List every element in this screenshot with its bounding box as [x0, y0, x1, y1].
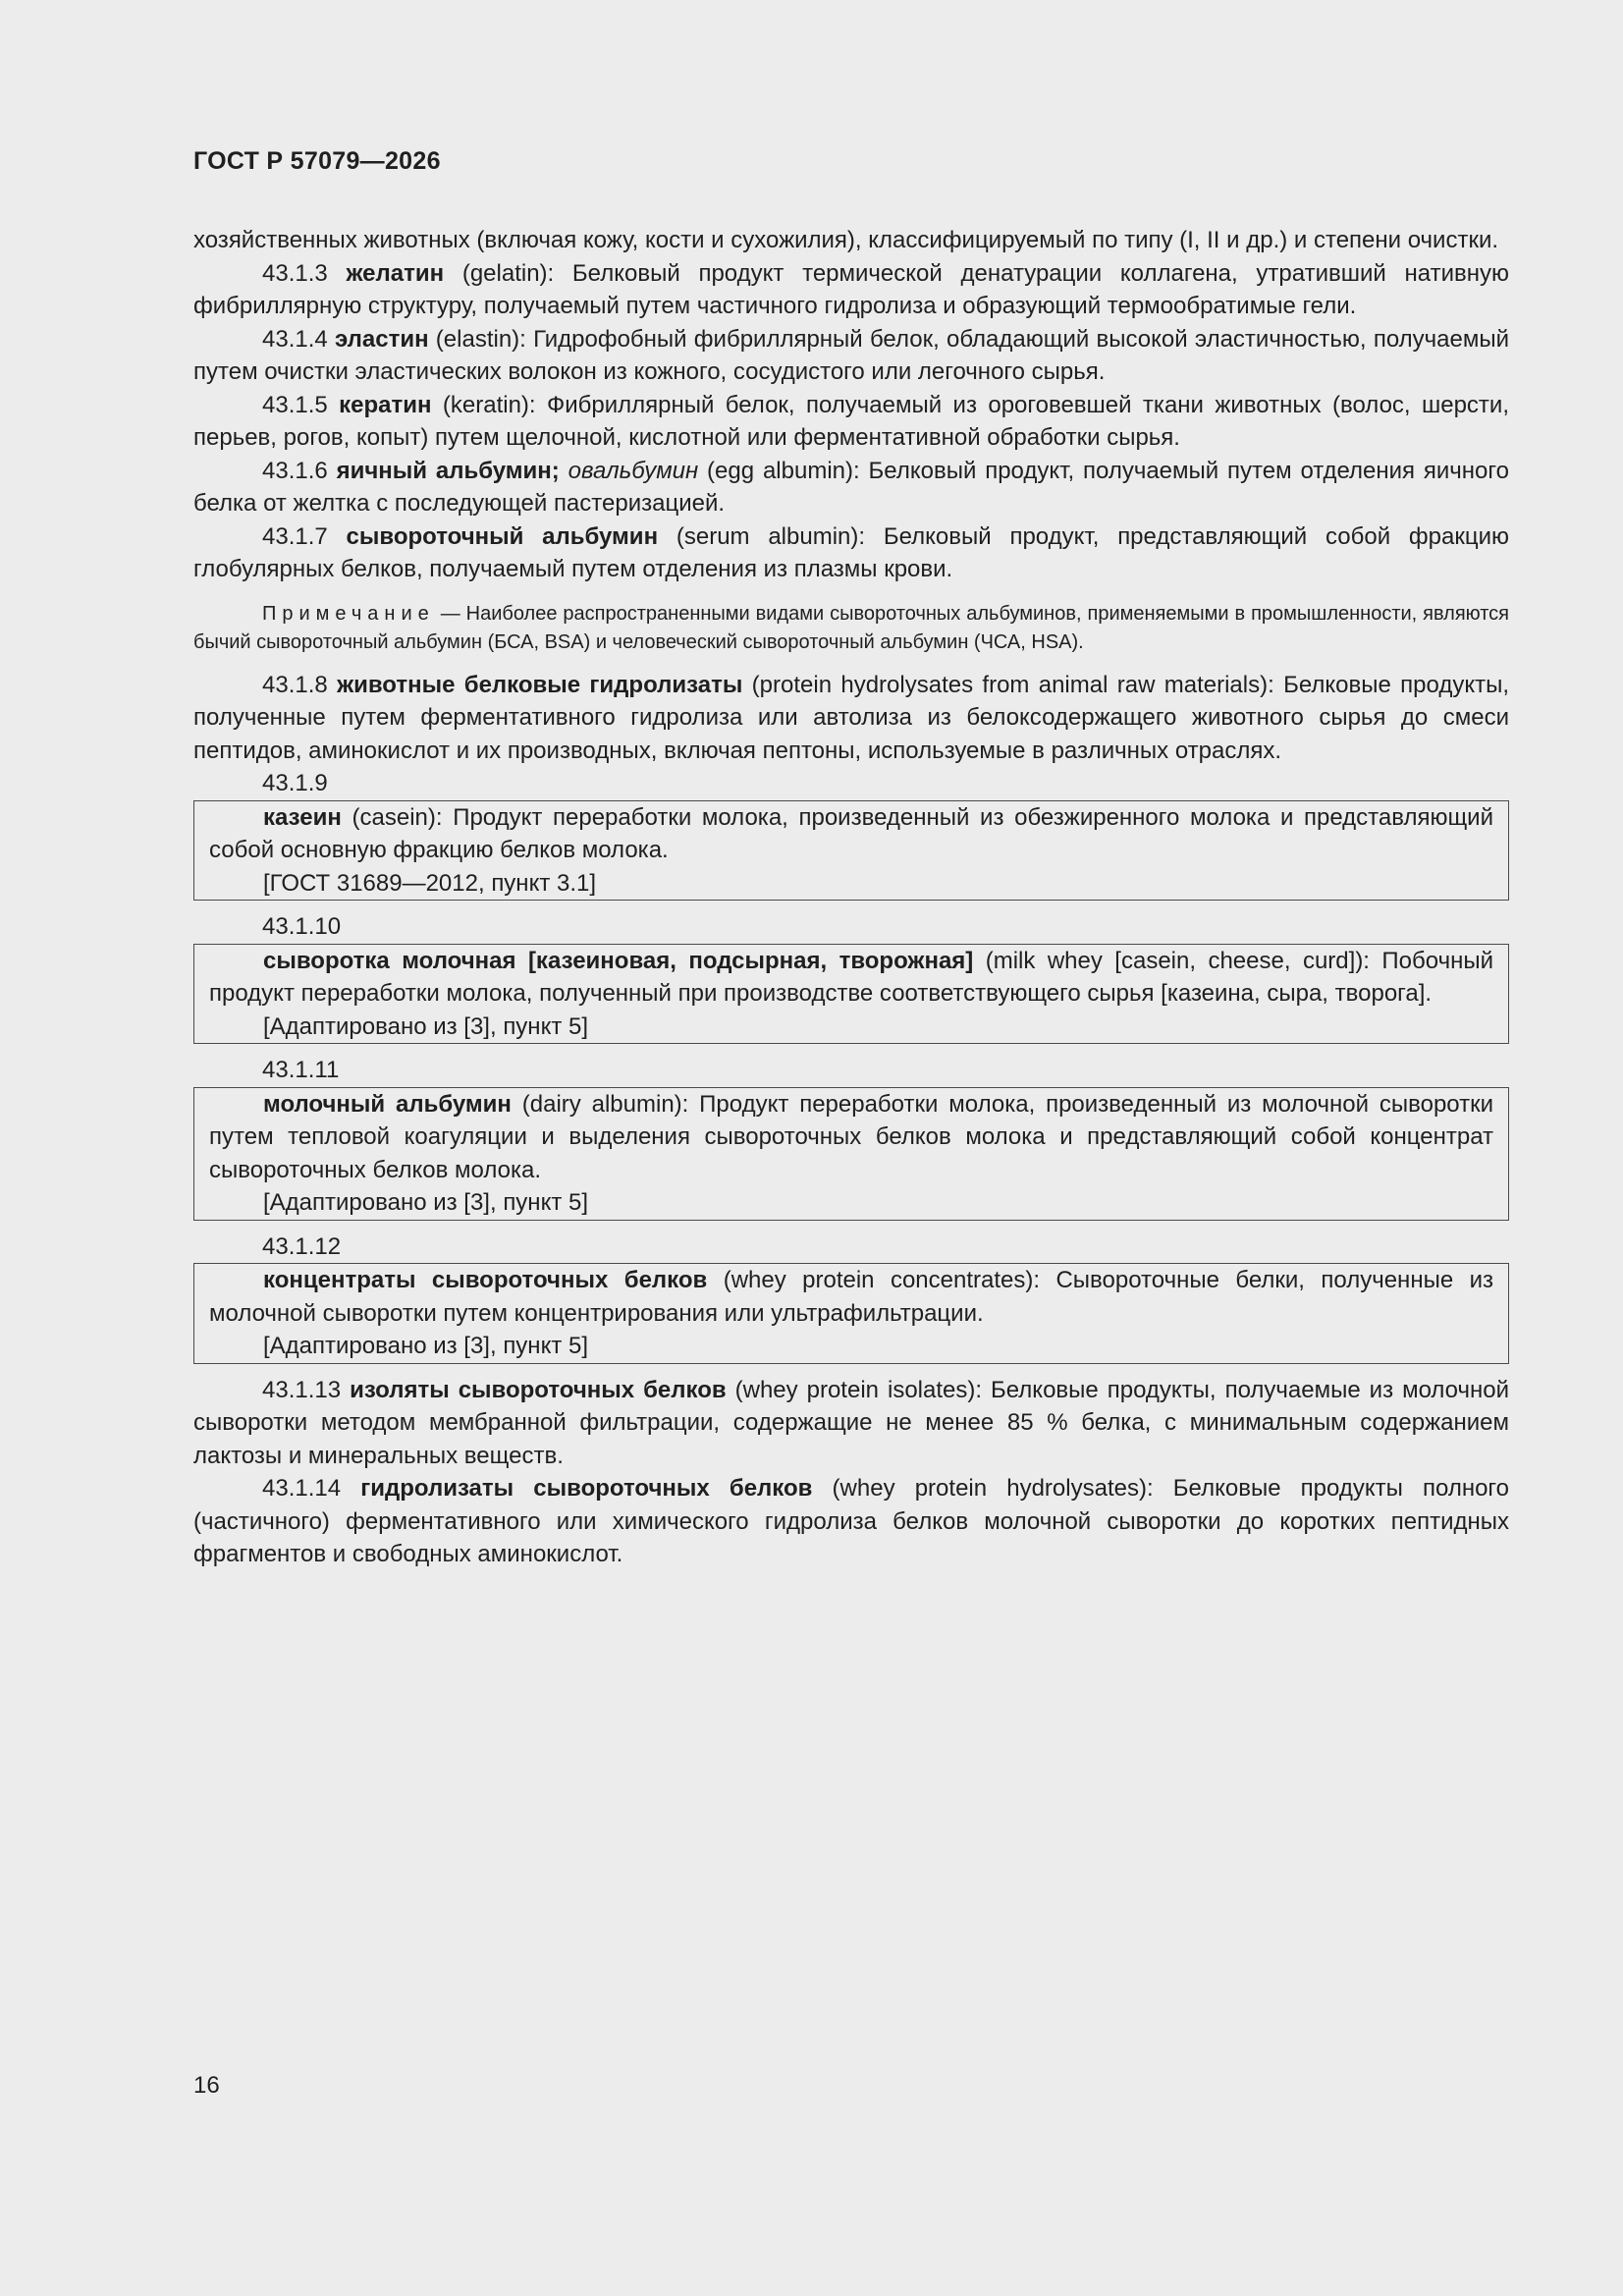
entry-number-43-1-10: 43.1.10	[262, 913, 342, 940]
entry-term: концентраты сывороточных белков	[263, 1267, 708, 1293]
entry-43-1-8	[193, 669, 1509, 768]
document-code-header: ГОСТ Р 57079—2026	[193, 147, 441, 175]
source-reference: [ГОСТ 31689—2012, пункт 3.1]	[263, 869, 597, 897]
entry-term: эластин	[334, 325, 429, 353]
entry-number: 43.1.14	[262, 1475, 342, 1502]
entry-number: 43.1.3	[262, 259, 328, 287]
boxed-entry-43-1-10	[193, 944, 1509, 1045]
boxed-entry-43-1-12	[193, 1263, 1509, 1364]
entry-term: казеин	[263, 803, 342, 831]
entry-number: 43.1.6	[262, 457, 328, 484]
entry-definition: (casein): Продукт переработки молока, произведенный из обезжиренного молока и представляющий собой основную фракцию белков молока.	[209, 803, 1493, 863]
boxed-definition	[209, 801, 1493, 867]
entry-term: молочный альбумин	[263, 1090, 512, 1118]
note-label: Примечание	[262, 602, 435, 625]
entry-definition: (dairy albumin): Продукт переработки молока, произведенный из молочной сыворотки путем тепловой коагуляции и выделения сывороточных белков молока и представляющий собой концентрат сывороточных белков молока.	[209, 1090, 1494, 1183]
note-paragraph	[193, 600, 1509, 657]
entry-definition: (elastin): Гидрофобный фибриллярный белок, обладающий высокой эластичностью, получаемый путем очистки эластических волокон из кожного, сосудистого или легочного сырья.	[193, 325, 1510, 385]
entry-definition: (milk whey [casein, cheese, curd]): Побочный продукт переработки молока, полученный при производстве соответствующего сырья [казеина, сыра, творога].	[209, 947, 1494, 1007]
boxed-definition	[209, 1088, 1493, 1187]
page-number: 16	[193, 2072, 220, 2099]
entry-term: изоляты сывороточных белков	[350, 1376, 727, 1403]
boxed-entry-43-1-11	[193, 1087, 1509, 1221]
entry-definition: (egg albumin): Белковый продукт, получаемый путем отделения яичного белка от желтка с последующей пастеризацией.	[193, 457, 1509, 517]
boxed-definition	[209, 1264, 1493, 1330]
entry-term: яичный альбумин;	[336, 457, 560, 484]
source-reference: [Адаптировано из [3], пункт 5]	[263, 1333, 589, 1359]
entry-synonym: овальбумин	[568, 457, 699, 484]
entry-number-43-1-11: 43.1.11	[262, 1057, 340, 1083]
entry-definition: (whey protein isolates): Белковые продукты, получаемые из молочной сыворотки методом мембранной фильтрации, содержащие не менее 85 % белка, с минимальным содержанием лактозы и минеральных веществ.	[193, 1376, 1509, 1469]
entry-number-43-1-9: 43.1.9	[262, 770, 328, 796]
entry-number: 43.1.5	[262, 391, 328, 418]
entry-term: гидролизаты сывороточных белков	[360, 1475, 813, 1502]
entry-definition: (serum albumin): Белковый продукт, представляющий собой фракцию глобулярных белков, получаемый путем отделения из плазмы крови.	[193, 522, 1509, 582]
entry-43-1-7	[193, 520, 1509, 586]
entry-number: 43.1.4	[262, 325, 328, 353]
note-text: — Наиболее распространенными видами сывороточных альбуминов, применяемыми в промышленности, являются бычий сывороточный альбумин (БСА, BSA) и человеческий сывороточный альбумин (ЧСА, HSA).	[193, 602, 1509, 653]
entry-term: кератин	[339, 391, 432, 418]
source-reference: [Адаптировано из [3], пункт 5]	[263, 1189, 589, 1216]
entry-definition: (keratin): Фибриллярный белок, получаемый из ороговевшей ткани животных (волос, шерсти, перьев, рогов, копыт) путем щелочной, кислотной или ферментативной обработки сырья.	[193, 391, 1509, 451]
boxed-entry-43-1-9	[193, 800, 1509, 902]
entry-number: 43.1.7	[262, 522, 328, 550]
document-body	[193, 224, 1509, 1571]
boxed-definition	[209, 945, 1493, 1011]
entry-43-1-5	[193, 389, 1509, 455]
entry-term: животные белковые гидролизаты	[337, 671, 743, 698]
intro-paragraph: хозяйственных животных (включая кожу, кости и сухожилия), классифицируемый по типу (I, II и др.) и степени очистки.	[193, 227, 1499, 253]
entry-43-1-13	[193, 1374, 1509, 1473]
entry-43-1-6	[193, 455, 1509, 520]
entry-definition: (protein hydrolysates from animal raw materials): Белковые продукты, полученные путем ферментативного гидролиза или автолиза из белоксодержащего животного сырья до смеси пептидов, аминокислот и их производных, включая пептоны, используемые в различных отраслях.	[193, 671, 1509, 764]
entry-number-43-1-12: 43.1.12	[262, 1232, 342, 1260]
entry-43-1-4	[193, 323, 1509, 389]
entry-term: желатин	[346, 259, 445, 287]
entry-definition: (whey protein hydrolysates): Белковые продукты полного (частичного) ферментативного или химического гидролиза белков молочной сыворотки до коротких пептидных фрагментов и свободных аминокислот.	[193, 1475, 1510, 1567]
entry-43-1-3	[193, 257, 1509, 323]
entry-definition: (whey protein concentrates): Сывороточные белки, полученные из молочной сыворотки путем концентрирования или ультрафильтрации.	[209, 1267, 1494, 1327]
entry-number: 43.1.8	[262, 671, 328, 698]
source-reference: [Адаптировано из [3], пункт 5]	[263, 1012, 589, 1040]
entry-43-1-14	[193, 1472, 1509, 1571]
entry-term: сыворотка молочная [казеиновая, подсырная, творожная]	[263, 947, 974, 974]
entry-number: 43.1.13	[262, 1376, 342, 1403]
entry-definition: (gelatin): Белковый продукт термической денатурации коллагена, утративший нативную фибриллярную структуру, получаемый путем частичного гидролиза и образующий термообратимые гели.	[193, 259, 1509, 319]
entry-term: сывороточный альбумин	[346, 522, 659, 550]
